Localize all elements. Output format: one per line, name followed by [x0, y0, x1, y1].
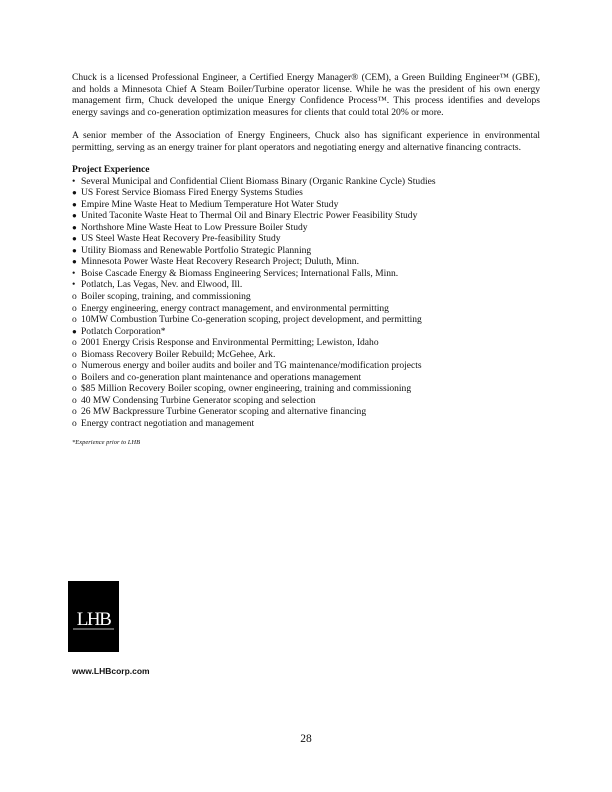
- sub-list-item: [72, 360, 540, 372]
- page-number: 28: [300, 733, 312, 745]
- list-item: [72, 279, 540, 291]
- list-item: [72, 256, 540, 268]
- list-item: [72, 199, 540, 211]
- project-experience-list: [72, 176, 540, 430]
- sub-list-item: [72, 349, 540, 361]
- sub-marker: o: [72, 314, 77, 326]
- list-item-text: United Taconite Waste Heat to Thermal Oil and Binary Electric Power Feasibility Study: [81, 210, 418, 222]
- sub-marker: o: [72, 337, 77, 349]
- list-item-text: 40 MW Condensing Turbine Generator scoping and selection: [81, 394, 316, 406]
- list-item-text: 2001 Energy Crisis Response and Environmental Permitting; Lewiston, Idaho: [81, 337, 379, 349]
- sub-list-item: [72, 303, 540, 315]
- sub-list-item: [72, 395, 540, 407]
- sub-list-item: [72, 337, 540, 349]
- bullet-marker: •: [72, 175, 76, 187]
- sub-marker: o: [72, 360, 77, 372]
- bullet-marker: ●: [72, 222, 77, 232]
- footnote: *Experience prior to LHB: [72, 438, 141, 446]
- sub-list-item: [72, 372, 540, 384]
- list-item: [72, 187, 540, 199]
- page-content: [72, 72, 540, 447]
- sub-list-item: [72, 406, 540, 418]
- bullet-marker: •: [72, 279, 76, 291]
- sub-marker: o: [72, 394, 77, 406]
- sub-list-item: [72, 383, 540, 395]
- list-item-text: 10MW Combustion Turbine Co-generation scoping, project development, and permitting: [81, 314, 422, 326]
- sub-marker: o: [72, 290, 77, 302]
- sub-list-item: [72, 418, 540, 430]
- list-item-text: Biomass Recovery Boiler Rebuild; McGehee, Ark.: [81, 348, 276, 360]
- bullet-marker: ●: [72, 245, 77, 255]
- list-item-text: Empire Mine Waste Heat to Medium Temperature Hot Water Study: [81, 198, 339, 210]
- list-item: [72, 245, 540, 257]
- sub-list-item: [72, 314, 540, 326]
- bullet-marker: ●: [72, 234, 77, 244]
- sub-marker: o: [72, 302, 77, 314]
- list-item-text: Potlatch Corporation*: [81, 325, 166, 337]
- sub-marker: o: [72, 348, 77, 360]
- list-item-text: $85 Million Recovery Boiler scoping, owner engineering, training and commissioning: [81, 383, 412, 395]
- sub-marker: o: [72, 417, 77, 429]
- sub-list-item: [72, 291, 540, 303]
- list-item-text: Potlatch, Las Vegas, Nev. and Elwood, Ill.: [81, 279, 243, 291]
- list-item-text: Northshore Mine Waste Heat to Low Pressure Boiler Study: [81, 221, 308, 233]
- sub-marker: o: [72, 406, 77, 418]
- bullet-marker: •: [72, 267, 76, 279]
- bullet-marker: ●: [72, 326, 77, 336]
- list-item-text: Energy engineering, energy contract management, and environmental permitting: [81, 302, 389, 314]
- lhb-logo-mark: [68, 581, 119, 652]
- list-item-text: Boilers and co-generation plant maintenance and operations management: [81, 371, 362, 383]
- list-item-text: Utility Biomass and Renewable Portfolio Strategic Planning: [81, 244, 312, 256]
- sub-marker: o: [72, 371, 77, 383]
- list-item-text: US Steel Waste Heat Recovery Pre-feasibility Study: [81, 233, 281, 245]
- list-item-text: Numerous energy and boiler audits and boiler and TG maintenance/modification projects: [81, 360, 422, 372]
- bio-paragraph-1: Chuck is a licensed Professional Engineer, a Certified Energy Manager® (CEM), a Green Building Engineer™ (GBE), and holds a Minnesota Chief A Steam Boiler/Turbine operator license. While he was the president of his own energy management firm, Chuck developed the unique Energy Confidence Process™. This process identifies and develops energy savings and co-generation optimization measures for clients that could total 20% or more.: [72, 72, 540, 118]
- project-experience-heading: Project Experience: [72, 164, 150, 175]
- bullet-marker: ●: [72, 257, 77, 267]
- logo-text: LHB: [76, 609, 111, 630]
- bullet-marker: ●: [72, 211, 77, 221]
- website-link[interactable]: www.LHBcorp.com: [72, 666, 150, 676]
- list-item-text: Minnesota Power Waste Heat Recovery Research Project; Duluth, Minn.: [81, 256, 359, 268]
- list-item-text: Several Municipal and Confidential Client Biomass Binary (Organic Rankine Cycle) Studies: [81, 175, 436, 187]
- list-item-text: 26 MW Backpressure Turbine Generator scoping and alternative financing: [81, 406, 367, 418]
- list-item-text: US Forest Service Biomass Fired Energy Systems Studies: [81, 187, 303, 199]
- list-item: [72, 233, 540, 245]
- bio-paragraph-2: A senior member of the Association of Energy Engineers, Chuck also has significant experience in environmental permitting, serving as an energy trainer for plant operators and negotiating energy and alternative financing contracts.: [72, 130, 540, 153]
- list-item: [72, 176, 540, 188]
- list-item: [72, 268, 540, 280]
- lhb-logo: [68, 581, 119, 652]
- bullet-marker: ●: [72, 188, 77, 198]
- sub-marker: o: [72, 383, 77, 395]
- list-item: [72, 210, 540, 222]
- bullet-marker: ●: [72, 199, 77, 209]
- list-item: [72, 326, 540, 338]
- list-item-text: Boise Cascade Energy & Biomass Engineering Services; International Falls, Minn.: [81, 267, 399, 279]
- list-item-text: Energy contract negotiation and management: [81, 417, 255, 429]
- list-item: [72, 222, 540, 234]
- list-item-text: Boiler scoping, training, and commissioning: [81, 290, 251, 302]
